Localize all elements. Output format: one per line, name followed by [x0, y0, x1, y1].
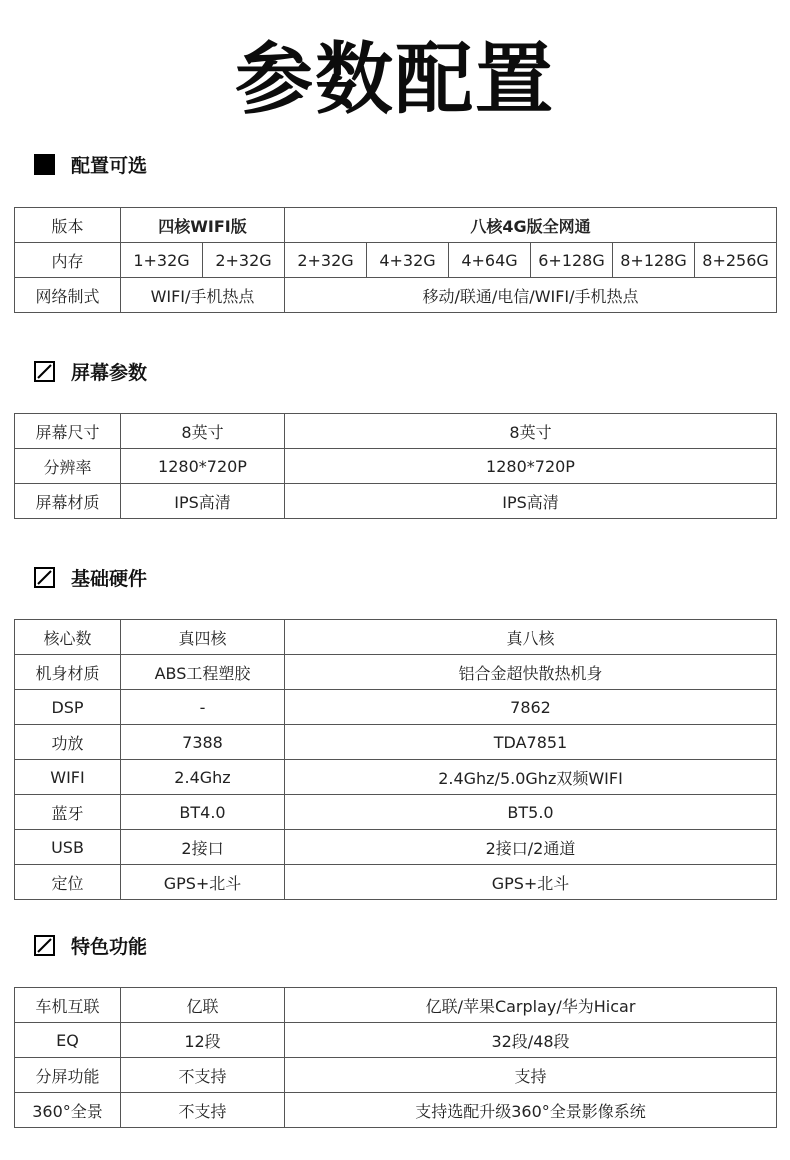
row-label: 蓝牙 — [15, 795, 121, 830]
quad-value: 不支持 — [121, 1058, 285, 1093]
slash-box-icon — [34, 567, 55, 588]
slash-box-icon — [34, 361, 55, 382]
table-row — [15, 1023, 777, 1058]
table-row — [15, 449, 777, 484]
memory-option: 4+64G — [449, 243, 531, 278]
section-title: 配置可选 — [71, 154, 148, 177]
row-label: 360°全景 — [15, 1093, 121, 1128]
section-title: 特色功能 — [71, 935, 148, 958]
quad-value: 真四核 — [121, 620, 285, 655]
quad-value: 8英寸 — [121, 414, 285, 449]
quad-value: 12段 — [121, 1023, 285, 1058]
octa-value: 支持 — [285, 1058, 777, 1093]
table-row — [15, 1058, 777, 1093]
memory-option: 1+32G — [121, 243, 203, 278]
memory-option: 8+256G — [695, 243, 777, 278]
table-row — [15, 690, 777, 725]
octa-value: 1280*720P — [285, 449, 777, 484]
table-row — [15, 760, 777, 795]
quad-value: 亿联 — [121, 988, 285, 1023]
row-label: EQ — [15, 1023, 121, 1058]
row-label: 机身材质 — [15, 655, 121, 690]
octa-value: 8英寸 — [285, 414, 777, 449]
row-label: 内存 — [15, 243, 121, 278]
quad-value: 1280*720P — [121, 449, 285, 484]
quad-core-version: 四核WIFI版 — [121, 208, 285, 243]
row-label: 屏幕尺寸 — [15, 414, 121, 449]
octa-value: IPS高清 — [285, 484, 777, 519]
memory-option: 2+32G — [285, 243, 367, 278]
quad-value: BT4.0 — [121, 795, 285, 830]
row-label: 屏幕材质 — [15, 484, 121, 519]
section-title: 基础硬件 — [71, 567, 148, 590]
row-label: 版本 — [15, 208, 121, 243]
memory-option: 4+32G — [367, 243, 449, 278]
octa-value: 亿联/苹果Carplay/华为Hicar — [285, 988, 777, 1023]
table-row — [15, 243, 777, 278]
screen-table — [14, 413, 777, 519]
hardware-table — [14, 619, 777, 900]
quad-value: WIFI/手机热点 — [121, 278, 285, 313]
row-label: USB — [15, 830, 121, 865]
octa-value: 32段/48段 — [285, 1023, 777, 1058]
octa-value: 2.4Ghz/5.0Ghz双频WIFI — [285, 760, 777, 795]
octa-value: 铝合金超快散热机身 — [285, 655, 777, 690]
table-row — [15, 830, 777, 865]
row-label: 定位 — [15, 865, 121, 900]
octa-value: TDA7851 — [285, 725, 777, 760]
octa-value: 支持选配升级360°全景影像系统 — [285, 1093, 777, 1128]
quad-value: 2.4Ghz — [121, 760, 285, 795]
row-label: 分屏功能 — [15, 1058, 121, 1093]
quad-value: IPS高清 — [121, 484, 285, 519]
section-heading-screen — [34, 359, 147, 383]
table-row — [15, 988, 777, 1023]
octa-value: 真八核 — [285, 620, 777, 655]
table-row — [15, 208, 777, 243]
table-row — [15, 278, 777, 313]
features-table — [14, 987, 777, 1128]
table-row — [15, 1093, 777, 1128]
table-row — [15, 620, 777, 655]
quad-value: 7388 — [121, 725, 285, 760]
memory-option: 8+128G — [613, 243, 695, 278]
slash-box-icon — [34, 935, 55, 956]
quad-value: - — [121, 690, 285, 725]
quad-value: 2接口 — [121, 830, 285, 865]
row-label: 网络制式 — [15, 278, 121, 313]
square-icon — [34, 154, 55, 175]
octa-value: BT5.0 — [285, 795, 777, 830]
octa-core-version: 八核4G版全网通 — [285, 208, 777, 243]
table-row — [15, 725, 777, 760]
quad-value: GPS+北斗 — [121, 865, 285, 900]
table-row — [15, 484, 777, 519]
page-title: 参数配置 — [234, 35, 555, 125]
row-label: 核心数 — [15, 620, 121, 655]
row-label: DSP — [15, 690, 121, 725]
octa-value: GPS+北斗 — [285, 865, 777, 900]
octa-value: 2接口/2通道 — [285, 830, 777, 865]
row-label: 分辨率 — [15, 449, 121, 484]
config-table — [14, 207, 777, 313]
table-row — [15, 865, 777, 900]
section-heading-config — [34, 152, 147, 176]
memory-option: 2+32G — [203, 243, 285, 278]
table-row — [15, 655, 777, 690]
row-label: WIFI — [15, 760, 121, 795]
section-heading-features — [34, 933, 147, 957]
memory-option: 6+128G — [531, 243, 613, 278]
row-label: 车机互联 — [15, 988, 121, 1023]
section-heading-hardware — [34, 565, 147, 589]
section-title: 屏幕参数 — [71, 361, 148, 384]
table-row — [15, 414, 777, 449]
octa-value: 移动/联通/电信/WIFI/手机热点 — [285, 278, 777, 313]
quad-value: ABS工程塑胶 — [121, 655, 285, 690]
octa-value: 7862 — [285, 690, 777, 725]
table-row — [15, 795, 777, 830]
row-label: 功放 — [15, 725, 121, 760]
quad-value: 不支持 — [121, 1093, 285, 1128]
